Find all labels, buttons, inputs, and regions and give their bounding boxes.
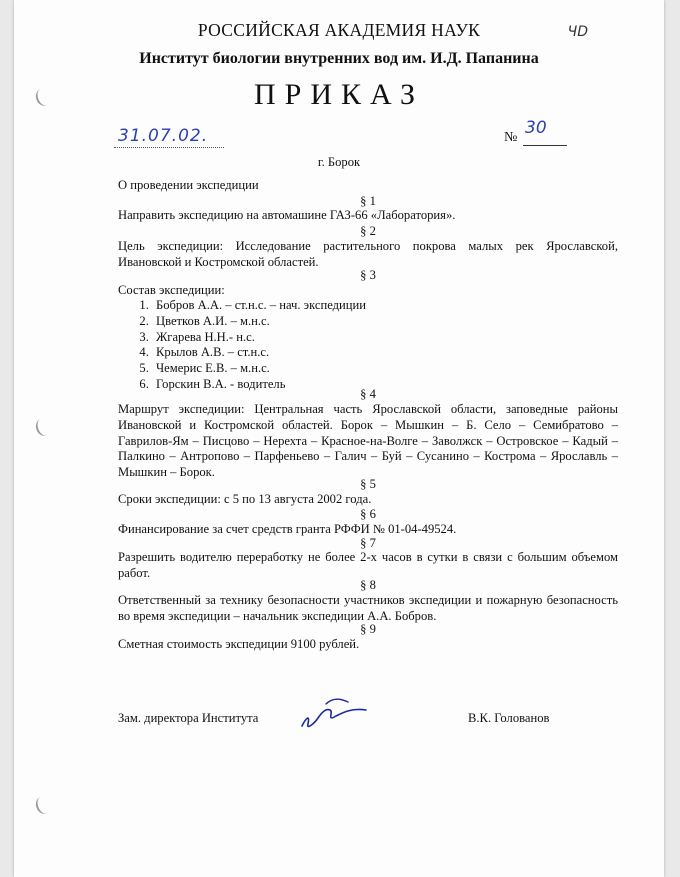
list-item: 4. Крылов А.В. – ст.н.с. <box>152 345 618 361</box>
section-text: Маршрут экспедиции: Центральная часть Ярославской области, заповедные районы Ивановской и Костромской областей. Борок – Мышкин – Б. Село – Семибратово – Гаврилов-Ям – Писцово – Нерехта – Красное-на-Волге – Заволжск – Островское – Кадый – Палкино – Антропово – Парфеньево – Галич – Буй – Сусанино – Кострома – Ярославль – Мышкин – Борок. <box>118 402 618 480</box>
section-text: Сроки экспедиции: с 5 по 13 августа 2002 года. <box>118 492 372 506</box>
list-item: 3. Жгарева Н.Н.- н.с. <box>152 330 618 346</box>
section-text: Финансирование за счет средств гранта РФФИ № 01-04-49524. <box>118 522 457 536</box>
document-page <box>14 0 664 877</box>
section-text: Направить экспедицию на автомашине ГАЗ-66 «Лаборатория». <box>118 208 456 222</box>
section-number: § 6 <box>360 507 376 521</box>
section-number: § 5 <box>360 477 376 491</box>
signatory-name: В.К. Голованов <box>468 711 550 725</box>
list-item: 5. Чемерис Е.В. – м.н.с. <box>152 361 618 377</box>
section-text: Ответственный за технику безопасности участников экспедиции и пожарную безопасность во время экспедиции – начальник экспедиции А.А. Бобров. <box>118 593 618 623</box>
section-text: Сметная стоимость экспедиции 9100 рублей. <box>118 637 360 651</box>
section-number: § 9 <box>360 622 376 636</box>
order-number: 30 <box>525 118 547 138</box>
binder-ring-mark <box>33 794 54 816</box>
section-number: § 2 <box>360 224 376 238</box>
handwritten-signature <box>296 694 376 734</box>
handwritten-corner-mark: ЧD <box>567 24 588 40</box>
section-text: Цель экспедиции: Исследование растительного покрова малых рек Ярославской, Ивановской и Костромской областей. <box>118 239 618 269</box>
list-item: 2. Цветков А.И. – м.н.с. <box>152 314 618 330</box>
section-number: § 1 <box>360 194 376 208</box>
section-number: § 3 <box>360 268 376 282</box>
institute-title: Институт биологии внутренних вод им. И.Д. Папанина <box>139 50 539 67</box>
signatory-position: Зам. директора Института <box>118 711 259 725</box>
document-type-title: ПРИКАЗ <box>254 78 424 111</box>
members-list <box>118 298 618 393</box>
section-number: § 4 <box>360 387 376 401</box>
section-text: Разрешить водителю переработку не более 2-х часов в сутки в связи с большим объемом работ. <box>118 550 618 580</box>
academy-title: РОССИЙСКАЯ АКАДЕМИЯ НАУК <box>197 20 481 40</box>
list-item: 6. Горскин В.А. - водитель <box>152 377 618 393</box>
section-number: § 8 <box>360 578 376 592</box>
number-underline <box>523 145 567 146</box>
order-subject: О проведении экспедиции <box>118 178 259 192</box>
order-date: 31.07.02. <box>118 126 209 146</box>
city-line: г. Борок <box>317 155 361 169</box>
date-underline <box>114 147 224 148</box>
section-text: Состав экспедиции: <box>118 283 225 297</box>
order-number-label: № <box>504 130 518 145</box>
list-item: 1. Бобров А.А. – ст.н.с. – нач. экспедиции <box>152 298 618 314</box>
binder-ring-mark <box>33 416 54 438</box>
section-number: § 7 <box>360 536 376 550</box>
